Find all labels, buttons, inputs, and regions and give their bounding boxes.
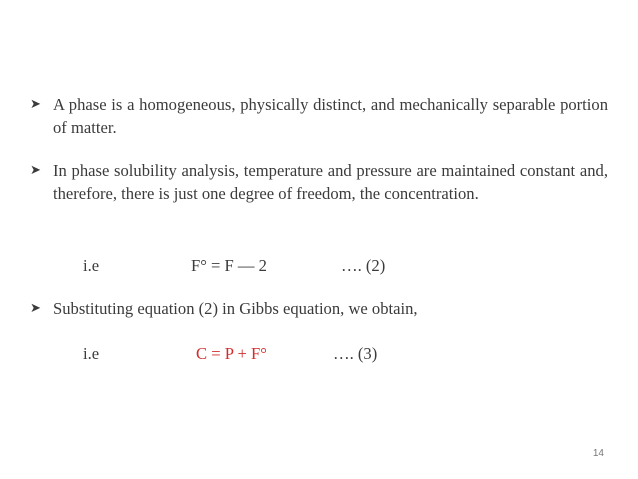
bullet-text: In phase solubility analysis, temperature and pressure are maintained constant and, therefore, there is just one degree of freedom, the concentration. (53, 161, 608, 203)
equation-1-formula: F° = F — 2 (191, 256, 267, 275)
equation-2-ref: …. (3) (333, 344, 378, 363)
bullet-text: A phase is a homogeneous, physically distinct, and mechanically separable portion of matter. (53, 95, 608, 137)
arrow-bullet-icon: ➤ (30, 163, 41, 178)
arrow-bullet-icon: ➤ (30, 97, 41, 112)
page-number: 14 (592, 448, 604, 459)
bullet-substituting (30, 297, 608, 320)
bullet-phase-definition (30, 93, 608, 139)
equation-2-prefix: i.e (83, 344, 100, 363)
bullet-text: Substituting equation (2) in Gibbs equation, we obtain, (53, 299, 418, 318)
equation-2-formula: C = P + F° (196, 344, 267, 363)
bullet-phase-solubility (30, 159, 608, 205)
equation-1-prefix: i.e (83, 256, 100, 275)
equation-1-ref: …. (2) (341, 256, 386, 275)
arrow-bullet-icon: ➤ (30, 301, 41, 316)
